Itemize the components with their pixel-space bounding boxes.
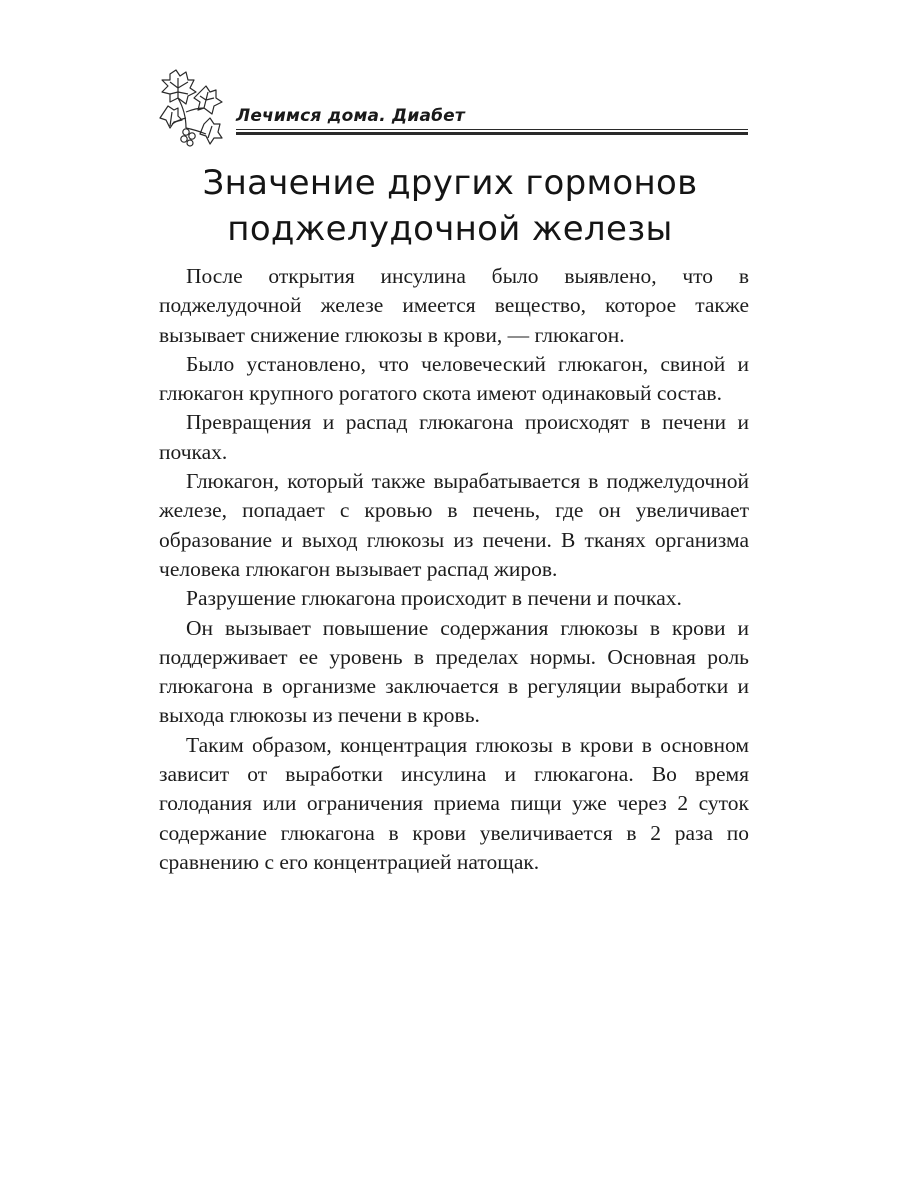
- header-rule-thick: [236, 132, 748, 135]
- body-text: [159, 262, 749, 877]
- paragraph: Разрушение глюкагона происходит в печени и почках.: [186, 586, 682, 611]
- chapter-title: [120, 160, 780, 252]
- paragraph: Таким образом, концентрация глюкозы в крови в основном зависит от выработки инсулина и глюкагона. Во время голодания или ограничения приема пищи уже через 2 суток содержание глюкагона в крови увеличивается в 2 раза по сравнению с его концентрацией натощак.: [159, 732, 749, 874]
- paragraph: После открытия инсулина было выявлено, что в поджелудочной железе имеется вещество, которое также вызывает снижение глюкозы в крови, — глюкагон.: [159, 264, 749, 347]
- currant-branch-icon: [156, 68, 228, 148]
- running-head: Лечимся дома. Диабет: [236, 106, 465, 126]
- paragraph: Было установлено, что человеческий глюкагон, свиной и глюкагон крупного рогатого скота имеют одинаковый состав.: [159, 351, 749, 406]
- paragraph: Он вызывает повышение содержания глюкозы в крови и поддерживает ее уровень в пределах нормы. Основная роль глюкагона в организме заключается в регуляции выработки и выхода глюкозы из печени в кровь.: [159, 615, 749, 728]
- paragraph: Превращения и распад глюкагона происходят в печени и почках.: [159, 410, 749, 464]
- chapter-title-line2: поджелудочной железы: [227, 209, 673, 249]
- header-rule: [236, 129, 748, 135]
- page-header: [156, 68, 748, 158]
- header-rule-thin: [236, 129, 748, 130]
- chapter-title-line1: Значение других гормонов: [202, 163, 698, 203]
- paragraph: Глюкагон, который также вырабатывается в поджелудочной железе, попадает с кровью в печень, где он увеличивает образование и выход глюкозы из печени. В тканях организма человека глюкагон вызывает распад жиров.: [159, 469, 749, 581]
